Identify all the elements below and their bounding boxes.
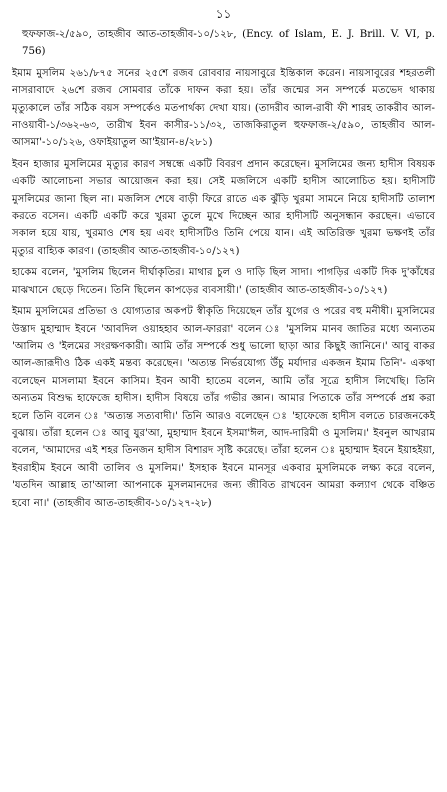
page-number: ১১ — [215, 7, 232, 21]
citation-continuation: হুফফাজ-২/৫৯০, তাহজীব আত-তাহজীব-১০/১২৮, (Ency. of Islam, E. J. Brill. V. VI, p. 756) — [22, 29, 435, 58]
paragraph-cause-of-death: ইবন হাজার মুসলিমের মৃত্যুর কারণ সম্বন্ধে একটি বিবরণ প্রদান করেছেন। মুসলিমের জন্য হাদীস বিষয়ক একটি আলোচনা সভার আয়োজন করা হয়। সেই মজলিসে একটি হাদীস আলোচিত হয়। হাদীসটি মুসলিমের জানা ছিল না। মজলিস শেষে বাড়ী ফিরে রাতে এক ঝুঁড়ি খুরমা সামনে নিয়ে হাদীসটি তালাশ করতে বসেন। একটি একটি করে খুরমা তুলে মুখে দিচ্ছেন আর হাদীসটি অনুসন্ধান করছেন। এভাবে সকাল হয়ে যায়, খুরমাও শেষ হয় এবং হাদীসটিও তিনি পেয়ে যান। এই অতিরিক্ত খুরমা ভক্ষণই তাঁর মৃত্যুর বাহ্যিক কারণ। (তাহজীব আত-তাহজীব-১০/১২৭) — [12, 158, 435, 257]
paragraph-death-of-imam-muslim: ইমাম মুসলিম ২৬১/৮৭৫ সনের ২৫শে রজব রোববার নায়সাবুরে ইন্তিকাল করেন। নায়সাবুরের শহরতলী নাসরাবাদে ২৬শে রজব সোমবার তাঁকে দাফন করা হয়। তাঁর জন্মের সন সম্পর্কে মতভেদ থাকায় মৃত্যুকালে তাঁর সঠিক বয়স সম্পর্কেও মতপার্থক্য দেখা যায়। (তাদরীব আল-রাবী ফী শারহ তাকরীব আল-নাওয়াবী-১/৩৬২-৬৩, তারীখ ইবন কাসীর-১১/৩২, তাজকিরাতুল হুফফাজ-২/৫৯০, তাহজীব আল-আসমা'-১০/১২৬, ওফাইয়াতুল আ'ইয়ান-৪/২৮১) — [12, 67, 435, 149]
paragraph-physical-description: হাকেম বলেন, 'মুসলিম ছিলেন দীর্ঘাকৃতির। মাথার চুল ও দাড়ি ছিল সাদা। পাগড়ির একটি দিক দু'কাঁধের মাঝখানে ছেড়ে দিতেন। তিনি ছিলেন কাপড়ের ব্যবসায়ী।' (তাহজীব আত-তাহজীব-১০/১২৭) — [12, 267, 435, 296]
paragraph-scholarly-praise: ইমাম মুসলিমের প্রতিভা ও যোগ্যতার অকপট স্বীকৃতি দিয়েছেন তাঁর যুগের ও পরের বহু মনীষী। মুসলিমের উস্তাদ মুহাম্মাদ ইবনে 'আবদিল ওয়াহহাব আল-ফাররা' বলেন ঃ 'মুসলিম মানব জাতির মধ্যে অন্যতম 'আলিম ও 'ইলমের সংরক্ষণকারী। আমি তাঁর সম্পর্কে শুধু ভালো ছাড়া আর কিছুই জানিনে।' আবু বাকর আল-জারূদীও ঠিক একই মন্তব্য করেছেন। 'অত্যন্ত নির্ভরযোগ্য উঁচু মর্যাদার একজন ইমাম তিনি'- একথা বলেছেন মাসলামা ইবনে কাসিম। ইবন আবী হাতেম বলেন, আমি তাঁর সূত্রে হাদীস লিখেছি। তিনি অন্যতম বিশুদ্ধ হাফেজে হাদীস। হাদীস বিষয়ে তাঁর গভীর জ্ঞান। আমার পিতাকে তাঁর সম্পর্কে প্রশ্ন করা হলে তিনি বলেন ঃ 'অত্যন্ত সত্যবাদী।' তিনি আরও বলেছেন ঃ 'হাফেজে হাদীস বলতে চারজনকেই বুঝায়। তাঁরা হলেন ঃ আবু যুর'আ, মুহাম্মাদ ইবনে ইসমা'ঈল, আদ-দারিমী ও মুসলিম।' ইবনুল আখরাম বলেন, 'আমাদের এই শহর তিনজন হাদীস বিশারদ সৃষ্টি করেছে। তাঁরা হলেন ঃ মুহাম্মাদ ইবনে ইয়াহইয়া, ইবরাহীম ইবনে আবী তালিব ও মুসলিম।' ইসহাক ইবনে মানসূর একবার মুসলিমকে লক্ষ্য করে বলেন, 'যতদিন আল্লাহ তা'আলা আপনাকে মুসলমানদের জন্য জীবিত রাখবেন আমরা কল্যাণ থেকে বঞ্চিত হবো না।' (তাহজীব আত-তাহজীব-১০/১২৭-২৮) — [12, 306, 435, 509]
